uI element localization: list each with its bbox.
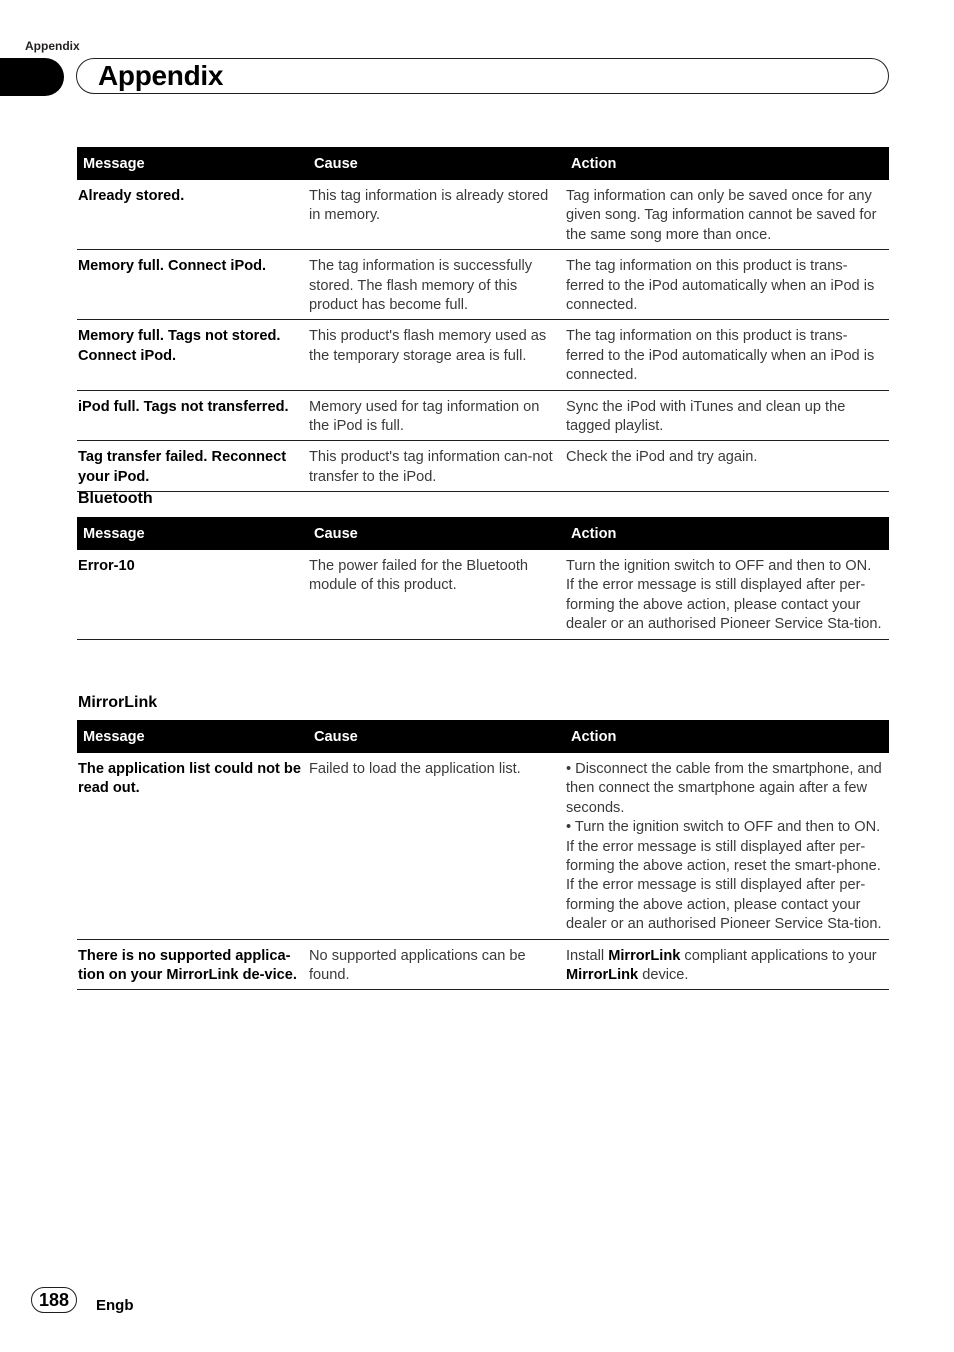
section-heading-bluetooth: Bluetooth <box>78 490 153 507</box>
table-row <box>77 753 889 939</box>
cause-cell: This tag information is already stored in memory. <box>308 180 565 250</box>
column-header-cause: Cause <box>308 720 565 753</box>
action-text: The tag information on this product is trans-ferred to the iPod automatically when an iPod is connected. <box>566 328 875 384</box>
column-header-message: Message <box>77 147 308 180</box>
message-cell: iPod full. Tags not transferred. <box>77 390 308 441</box>
cause-cell: This product's tag information can-not transfer to the iPod. <box>308 441 565 492</box>
mirrorlink-message-table <box>77 720 889 990</box>
column-header-message: Message <box>77 720 308 753</box>
message-cell: There is no supported applica-tion on your MirrorLink de-vice. <box>77 939 308 990</box>
action-text: • Turn the ignition switch to OFF and then to ON. <box>566 819 881 836</box>
bluetooth-message-table <box>77 517 889 640</box>
action-text: Sync the iPod with iTunes and clean up the tagged playlist. <box>566 398 846 435</box>
language-code: Engb <box>96 1297 134 1314</box>
action-text: compliant applications to your <box>680 947 877 964</box>
action-text-bold: MirrorLink <box>608 947 681 964</box>
column-header-message: Message <box>77 517 308 550</box>
action-cell <box>565 250 889 320</box>
cause-cell: Failed to load the application list. <box>308 753 565 939</box>
column-header-cause: Cause <box>308 517 565 550</box>
action-text: Install <box>566 947 609 964</box>
action-text: device. <box>638 967 689 984</box>
action-text: If the error message is still displayed after per-forming the above action, please contact your dealer or an authorised Pioneer Service Sta-tion. <box>566 577 882 633</box>
action-text: The tag information on this product is trans-ferred to the iPod automatically when an iPod is connected. <box>566 258 875 314</box>
cause-cell: No supported applications can be found. <box>308 939 565 990</box>
table-row <box>77 250 889 320</box>
section-tab-marker <box>0 58 64 96</box>
action-cell <box>565 550 889 639</box>
table-row <box>77 390 889 441</box>
message-cell: Already stored. <box>77 180 308 250</box>
action-text: Tag information can only be saved once for any given song. Tag information cannot be saved for the same song more than once. <box>566 188 877 243</box>
action-cell <box>565 180 889 250</box>
action-cell <box>565 441 889 492</box>
message-cell: Error-10 <box>77 550 308 639</box>
action-text: If the error message is still displayed after per-forming the above action, reset the smart-phone. <box>566 838 881 875</box>
cause-cell: This product's flash memory used as the temporary storage area is full. <box>308 320 565 390</box>
page-number: 188 <box>31 1287 77 1313</box>
column-header-action: Action <box>565 517 889 550</box>
cause-cell: The power failed for the Bluetooth module of this product. <box>308 550 565 639</box>
table-row <box>77 550 889 639</box>
table-row <box>77 320 889 390</box>
action-text: • Disconnect the cable from the smartphone, and then connect the smartphone again after a few seconds. <box>566 761 882 816</box>
action-cell <box>565 753 889 939</box>
message-cell: Memory full. Tags not stored. Connect iPod. <box>77 320 308 390</box>
action-text: If the error message is still displayed after per-forming the above action, please contact your dealer or an authorised Pioneer Service Sta-tion. <box>566 877 882 933</box>
action-cell <box>565 390 889 441</box>
message-cell: Memory full. Connect iPod. <box>77 250 308 320</box>
message-cell: Tag transfer failed. Reconnect your iPod. <box>77 441 308 492</box>
cause-cell: Memory used for tag information on the iPod is full. <box>308 390 565 441</box>
table-header-row <box>77 517 889 550</box>
table-row <box>77 441 889 492</box>
table-row <box>77 939 889 990</box>
column-header-action: Action <box>565 147 889 180</box>
page-title: Appendix <box>98 60 224 91</box>
table-row <box>77 180 889 250</box>
action-cell <box>565 320 889 390</box>
cause-cell: The tag information is successfully stored. The flash memory of this product has become full. <box>308 250 565 320</box>
column-header-cause: Cause <box>308 147 565 180</box>
section-heading-mirrorlink: MirrorLink <box>78 694 158 711</box>
ipod-tag-message-table <box>77 147 889 492</box>
action-text: Turn the ignition switch to OFF and then to ON. <box>566 558 872 574</box>
message-cell: The application list could not be read out. <box>77 753 308 939</box>
action-cell <box>565 939 889 990</box>
column-header-action: Action <box>565 720 889 753</box>
running-head: Appendix <box>25 39 80 53</box>
action-text: Check the iPod and try again. <box>566 449 758 466</box>
table-header-row <box>77 147 889 180</box>
table-header-row <box>77 720 889 753</box>
action-text-bold: MirrorLink <box>566 967 639 984</box>
